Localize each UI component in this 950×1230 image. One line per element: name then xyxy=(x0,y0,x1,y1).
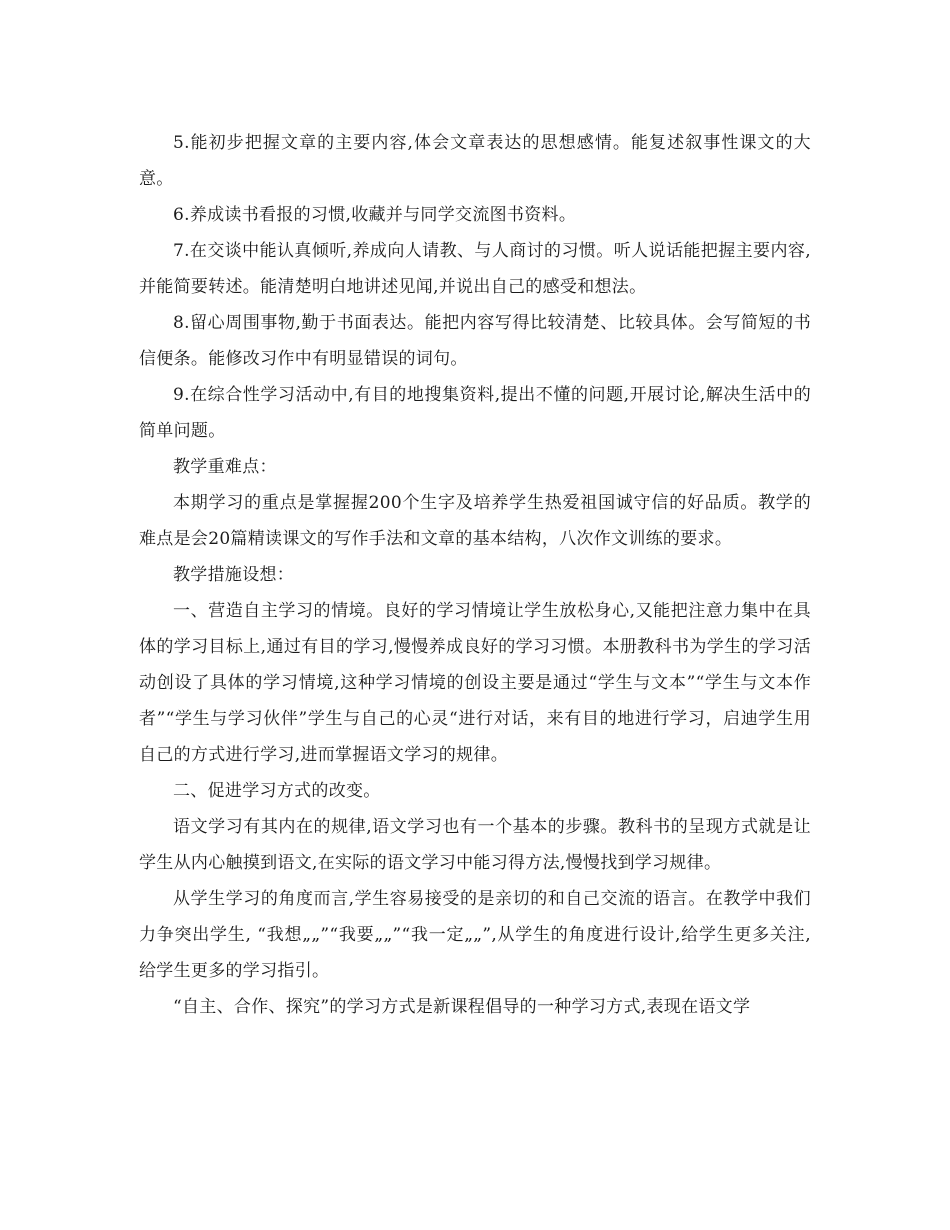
paragraph-measure-1: 一、营造自主学习的情境。良好的学习情境让学生放松身心,又能把注意力集中在具体的学习目标上,通过有目的学习,慢慢养成良好的学习习惯。本册教科书为学生的学习活动创设了具体的学习情境,这种学习情境的创设主要是通过“学生与文本”“学生与文本作者”“学生与学习伙伴”学生与自己的心灵“进行对话，来有目的地进行学习，启迪学生用自己的方式进行学习,进而掌握语文学习的规律。 xyxy=(139,601,811,765)
section-heading-key-points: 教学重难点： xyxy=(173,457,277,477)
paragraph-goal-5: 5.能初步把握文章的主要内容,体会文章表达的思想感情。能复述叙事性课文的大意。 xyxy=(139,133,811,189)
paragraph-goal-7: 7.在交谈中能认真倾听,养成向人请教、与人商讨的习惯。听人说话能把握主要内容,并能简要转述。能清楚明白地讲述见闻,并说出自己的感受和想法。 xyxy=(139,241,811,297)
section-heading-measures: 教学措施设想： xyxy=(173,565,295,585)
paragraph-key-points: 本期学习的重点是掌握握200个生字及培养学生热爱祖国诚守信的好品质。教学的难点是会20篇精读课文的写作手法和文章的基本结构，八次作文训练的要求。 xyxy=(139,493,811,549)
paragraph-goal-6: 6.养成读书看报的习惯,收藏并与同学交流图书资料。 xyxy=(173,205,577,225)
paragraph-learning-rules: 语文学习有其内在的规律,语文学习也有一个基本的步骤。教科书的呈现方式就是让学生从内心触摸到语文,在实际的语文学习中能习得方法,慢慢找到学习规律。 xyxy=(139,817,811,873)
paragraph-goal-8: 8.留心周围事物,勤于书面表达。能把内容写得比较清楚、比较具体。会写简短的书信便条。能修改习作中有明显错误的词句。 xyxy=(139,313,811,369)
document-body xyxy=(139,125,811,1025)
paragraph-goal-9: 9.在综合性学习活动中,有目的地搜集资料,提出不懂的问题,开展讨论,解决生活中的简单问题。 xyxy=(139,385,811,441)
paragraph-measure-2-heading: 二、促进学习方式的改变。 xyxy=(173,781,381,801)
paragraph-student-perspective: 从学生学习的角度而言,学生容易接受的是亲切的和自己交流的语言。在教学中我们力争突出学生, “我想„„”“我要„„”“我一定„„”,从学生的角度进行设计,给学生更多关注,给学生更多的学习指引。 xyxy=(139,889,811,981)
paragraph-learning-style: “自主、合作、探究”的学习方式是新课程倡导的一种学习方式,表现在语文学 xyxy=(173,997,751,1017)
